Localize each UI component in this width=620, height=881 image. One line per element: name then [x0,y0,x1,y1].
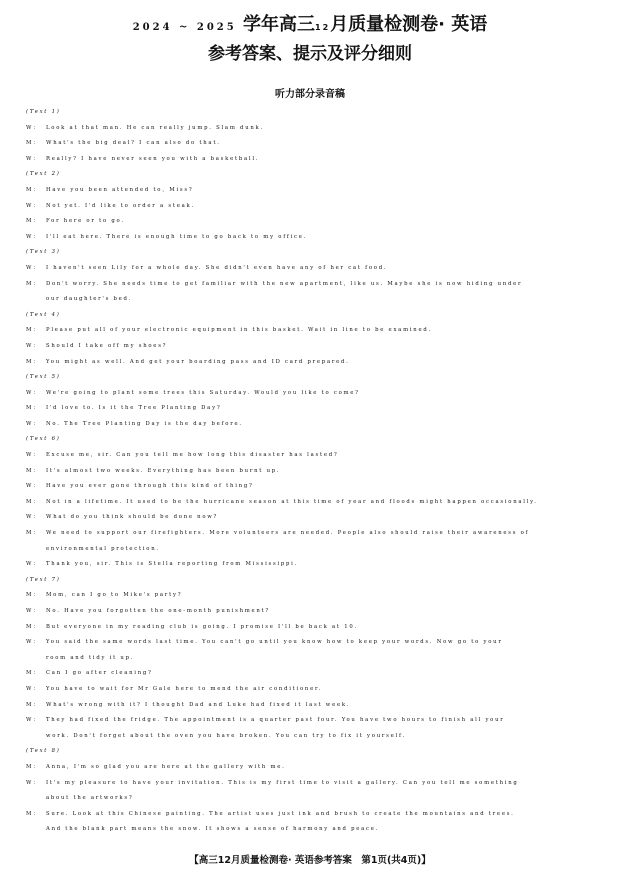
transcript-line [26,419,596,435]
transcript-line [26,481,596,497]
transcript-line [26,778,596,794]
transcript-line-continued [26,544,596,560]
transcript-line [26,512,596,528]
transcript-line [26,606,596,622]
transcript-line [26,201,596,217]
line-text: Don't worry. She needs time to get familiar with the new apartment，like us. Maybe she is now hiding under [46,280,523,287]
transcript-line [26,700,596,716]
line-text: (Text 8) [26,748,61,755]
speaker-label: M： [26,530,41,537]
transcript-line-continued [26,653,596,669]
speaker-label: W： [26,264,41,271]
transcript-line [26,216,596,232]
transcript-line [26,668,596,684]
section-heading: 听力部分录音稿 [275,89,345,100]
text-heading [26,746,596,762]
transcript-line-continued [26,731,596,747]
speaker-label: M： [26,623,41,630]
line-text: And the blank part means the snow. It shows a sense of harmony and peace. [46,826,380,833]
line-text: I'd love to. Is it the Tree Planting Day? [46,405,222,412]
speaker-label: M： [26,467,41,474]
line-text: We need to support our firefighters. More volunteers are needed. People also should raise their awareness of [46,530,530,537]
transcript-line [26,263,596,279]
transcript-line [26,232,596,248]
speaker-label: M： [26,670,41,677]
speaker-label: M： [26,763,41,770]
speaker-label: W： [26,124,41,131]
line-text: (Text 5) [26,374,61,381]
speaker-label: M： [26,358,41,365]
speaker-label: M： [26,280,41,287]
transcript-line [26,450,596,466]
line-text: But everyone in my reading club is going. I promise I'll be back at 10. [46,623,358,630]
transcript-line [26,497,596,513]
line-text: Can I go after cleaning? [46,670,153,677]
speaker-label: M： [26,140,41,147]
line-text: our daughter's bed. [46,296,133,303]
line-text: (Text 3) [26,249,61,256]
line-text: Mom，can I go to Mike's party? [46,592,183,599]
line-text: What's wrong with it? I thought Dad and Luke had fixed it last week. [46,701,351,708]
transcript-line-continued [26,824,596,840]
line-text: No. Have you forgotten the one-month punishment? [46,608,271,614]
text-heading [26,310,596,326]
transcript-line [26,279,596,295]
transcript-line [26,590,596,606]
transcript-line [26,403,596,419]
line-text: room and tidy it up. [46,654,135,661]
speaker-label: W： [26,233,41,240]
line-text: about the artworks? [46,795,134,802]
transcript-line [26,388,596,404]
line-text: We're going to plant some trees this Saturday. Would you like to come? [46,389,360,396]
transcript-line [26,762,596,778]
title-part-a: 学年高三 [243,14,316,35]
speaker-label: W： [26,389,41,396]
line-text: Have you been attended to，Miss? [46,186,194,193]
text-heading [26,107,596,123]
speaker-label: W： [26,342,41,349]
line-text: You have to wait for Mr Gale here to mend the air conditioner. [46,685,323,692]
text-heading [26,434,596,450]
speaker-label: M： [26,405,41,412]
transcript-line [26,809,596,825]
line-text: Thank you，sir. This is Stella reporting from Mississippi. [46,561,299,568]
line-text: Not in a lifetime. It used to be the hurricane season at this time of year and floods might happen occasionally. [46,498,538,505]
transcript-line [26,325,596,341]
speaker-label: M： [26,327,41,334]
line-text: For here or to go. [46,218,125,225]
line-text: (Text 1) [26,109,61,115]
page-footer: 【高三12月质量检测卷· 英语参考答案 第1页(共4页)】 [189,855,431,866]
speaker-label: W： [26,420,41,427]
speaker-label: M： [26,186,41,193]
transcript-line [26,185,596,201]
transcript-line-continued [26,793,596,809]
line-text: Look at that man. He can really jump. Slam dunk. [46,124,264,131]
speaker-label: W： [26,514,41,521]
title-year: 2024 ~ 2025 [132,22,237,33]
line-text: Anna，I'm so glad you are here at the gallery with me. [46,763,286,770]
transcript-line [26,684,596,700]
line-text: What do you think should be done now? [46,514,219,521]
line-text: You might as well. And get your boarding pass and ID card prepared. [46,358,350,365]
line-text: Not yet. I'd like to order a steak. [46,202,195,209]
line-text: Excuse me，sir. Can you tell me how long this disaster has lasted? [46,452,339,459]
speaker-label: W： [26,608,41,614]
title-grade: 12 [315,23,331,32]
line-text: I haven't seen Lily for a whole day. She didn't even have any of her cat food. [46,264,388,271]
line-text: Have you ever gone through this kind of thing? [46,483,254,490]
line-text: Please put all of your electronic equipment in this basket. Wait in line to be examined. [46,327,432,334]
line-text: It's almost two weeks. Everything has been burnt up. [46,467,281,474]
speaker-label: W： [26,155,41,162]
speaker-label: M： [26,592,41,599]
transcript [26,107,596,840]
speaker-label: W： [26,685,41,692]
text-heading [26,247,596,263]
transcript-line [26,559,596,575]
line-text: environmental protection. [46,545,160,552]
speaker-label: W： [26,483,41,490]
speaker-label: M： [26,701,41,708]
line-text: (Text 2) [26,171,61,178]
text-heading [26,169,596,185]
line-text: Really? I have never seen you with a basketball. [46,155,260,162]
line-text: (Text 7) [26,576,61,583]
line-text: (Text 4) [26,311,61,318]
line-text: They had fixed the fridge. The appointment is a quarter past four. You have two hours to finish all your [46,717,505,724]
transcript-line [26,622,596,638]
document-subtitle: 参考答案、提示及评分细则 [208,44,412,64]
transcript-line [26,637,596,653]
line-text: work. Don't forget about the oven you have broken. You can try to fix it yourself. [46,732,406,739]
transcript-line [26,357,596,373]
line-text: What's the big deal? I can also do that. [46,140,221,147]
speaker-label: W： [26,779,41,786]
transcript-line [26,528,596,544]
speaker-label: W： [26,639,41,646]
transcript-line [26,466,596,482]
speaker-label: W： [26,561,41,568]
transcript-line-continued [26,294,596,310]
speaker-label: W： [26,717,41,724]
line-text: No. The Tree Planting Day is the day before. [46,420,243,427]
text-heading [26,575,596,591]
line-text: Sure. Look at this Chinese painting. The artist uses just ink and brush to create the mountains and trees. [46,810,515,817]
transcript-line [26,154,596,170]
speaker-label: M： [26,810,41,817]
text-heading [26,372,596,388]
transcript-line [26,341,596,357]
transcript-line [26,123,596,139]
speaker-label: W： [26,452,41,459]
line-text: (Text 6) [26,436,61,443]
speaker-label: W： [26,202,41,209]
speaker-label: M： [26,498,41,505]
transcript-line [26,715,596,731]
line-text: You said the same words last time. You can't go until you know how to keep your words. Now go to your [46,639,503,646]
transcript-line [26,138,596,154]
line-text: It's my pleasure to have your invitation. This is my first time to visit a gallery. Can you tell me something [46,779,519,786]
speaker-label: M： [26,218,41,225]
title-part-b: 月质量检测卷· 英语 [330,14,488,35]
line-text: Should I take off my shoes? [46,342,168,349]
line-text: I'll eat here. There is enough time to go back to my office. [46,233,308,240]
document-title [0,12,620,41]
